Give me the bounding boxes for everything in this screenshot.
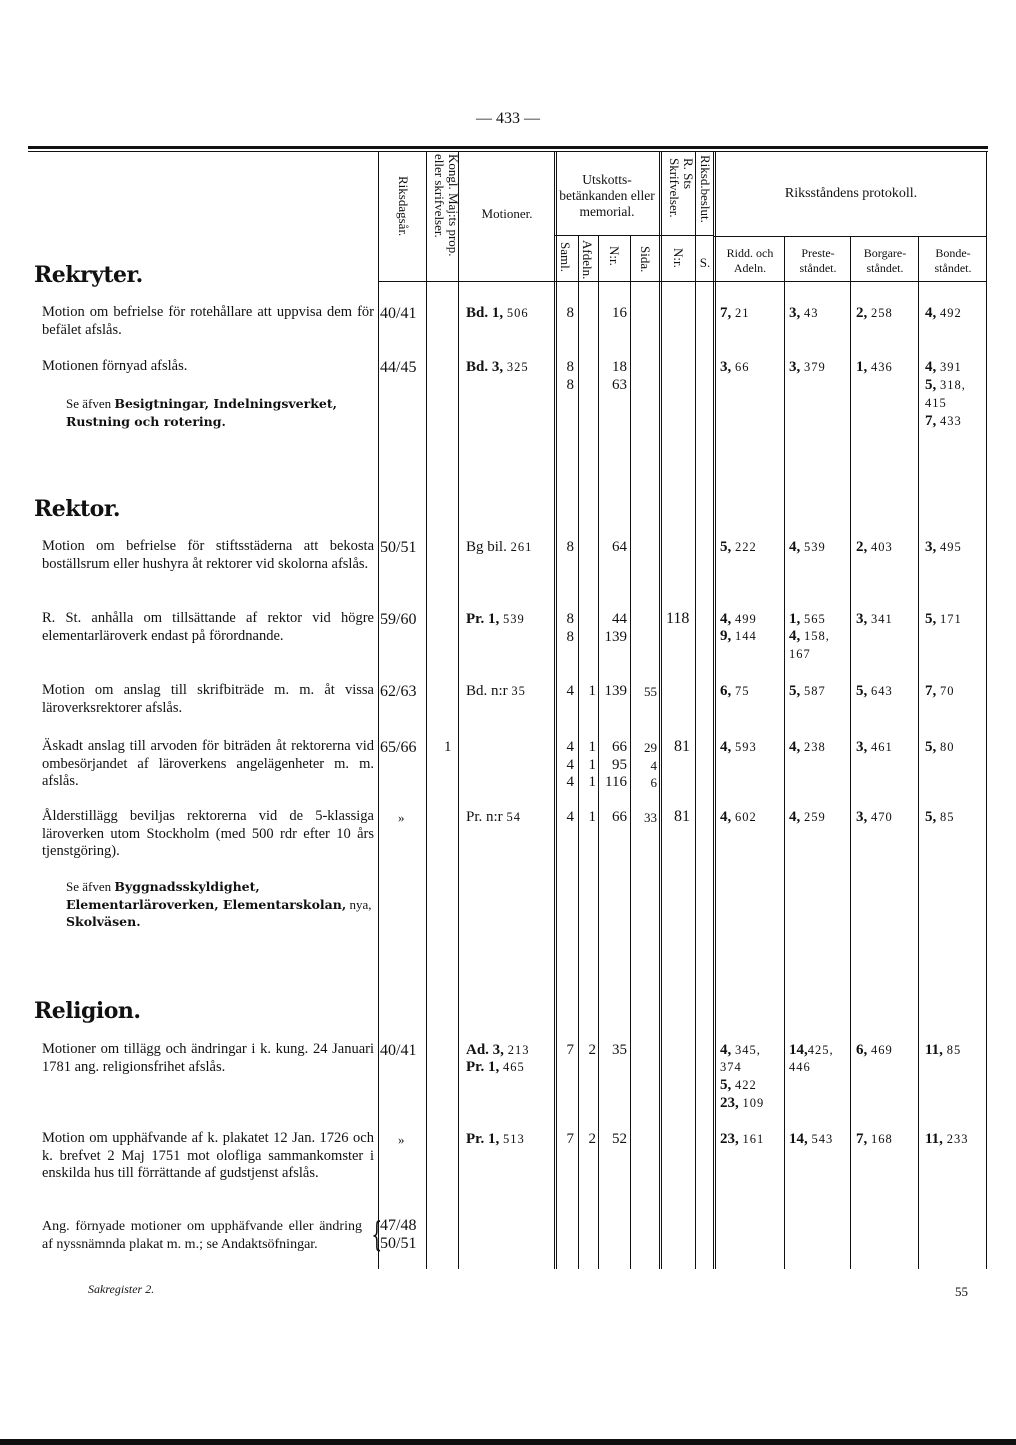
see-also — [66, 395, 376, 430]
top-rule — [28, 146, 988, 149]
ridd-cell: 6, 75 — [720, 683, 750, 699]
borgare-cell: 7, 168 — [856, 1131, 893, 1147]
header-s: S. — [699, 255, 711, 270]
afdeln-cell: 1 1 1 — [588, 739, 596, 790]
ridd-cell: 23, 109 — [720, 1095, 765, 1111]
column-divider — [659, 151, 662, 1269]
afdeln-cell: 1 — [588, 683, 596, 699]
see-also-mid: nya, — [349, 896, 372, 912]
footer-sheet-number: 55 — [955, 1284, 968, 1299]
scan-edge — [0, 1439, 1016, 1445]
borgare-cell: 6, 469 — [856, 1042, 893, 1058]
preste-cell: 446 — [789, 1060, 811, 1074]
year-cell: 65/66 — [380, 739, 417, 756]
preste-cell: 3, 379 — [789, 359, 826, 375]
header-borgare: Borgare- ståndet. — [863, 246, 907, 275]
nr-cell: 44 139 — [604, 611, 627, 645]
row-description: R. St. anhålla om tillsättande af rektor vid högre elementarläroverk endast på förordnande. — [42, 610, 374, 644]
section-title-rekryter: Rekryter. — [34, 262, 143, 288]
column-divider — [458, 151, 459, 1269]
afdeln-cell: 2 — [588, 1042, 596, 1058]
motion-cell: Pr. n:r 54 — [466, 809, 521, 825]
ridd-cell: 5, 422 — [720, 1077, 757, 1093]
header-utskotts: Utskotts- betänkanden eller memorial. — [559, 172, 655, 219]
ridd-cell: 3, 66 — [720, 359, 750, 375]
preste-cell: 3, 43 — [789, 305, 819, 321]
bonde-cell: 5, 85 — [925, 809, 955, 825]
nr-cell: 16 — [612, 305, 627, 321]
afdeln-cell: 1 — [588, 809, 596, 825]
column-divider — [850, 236, 851, 1269]
borgare-cell: 3, 461 — [856, 739, 893, 755]
row-description: Äskadt anslag till arvoden för biträden åt rektorerna vid ombesörjandet af läroverkens angelägenheter m. m. afslås. — [42, 738, 374, 789]
borgare-cell: 3, 470 — [856, 809, 893, 825]
see-also-prefix: Se äfven — [66, 396, 112, 411]
motion-cell: Pr. 1, 539 — [466, 611, 525, 627]
borgare-cell: 3, 341 — [856, 611, 893, 627]
motion-cell: Pr. 1, 465 — [466, 1059, 525, 1075]
motion-cell: Pr. 1, 513 — [466, 1131, 525, 1147]
page-number: — 433 — — [476, 110, 540, 127]
bonde-cell: 11, 85 — [925, 1042, 962, 1058]
preste-cell: 5, 587 — [789, 683, 826, 699]
saml-cell: 4 — [566, 809, 574, 825]
year-cell: 40/41 — [380, 1042, 417, 1059]
header-rule — [554, 235, 659, 236]
ridd-cell: 5, 222 — [720, 539, 757, 555]
kongl-cell: 1 — [444, 739, 452, 755]
preste-cell: 4, 539 — [789, 539, 826, 555]
borgare-cell: 2, 258 — [856, 305, 893, 321]
header-motioner: Motioner. — [481, 206, 533, 221]
year-cell: 62/63 — [380, 683, 417, 700]
ridd-cell: 23, 161 — [720, 1131, 765, 1147]
saml-cell: 8 8 — [566, 611, 574, 645]
header-kongl: Kongl. Maj:ts prop. eller skrifvelser. — [432, 154, 461, 257]
nr-cell: 52 — [612, 1131, 627, 1147]
column-divider — [986, 151, 987, 1269]
motion-cell: Bd. 1, 506 — [466, 305, 529, 321]
brace-icon: { — [371, 1215, 383, 1255]
saml-cell: 7 — [566, 1131, 574, 1147]
preste-cell: 14,425, — [789, 1042, 834, 1058]
row-description: Ang. förnyade motioner om upphäfvande eller ändring af nyssnämnda plakat m. m.; se Andaktsöfningar. — [42, 1219, 362, 1252]
motion-cell: Bd. n:r 35 — [466, 683, 526, 699]
row-description: Motion om befrielse för rotehållare att uppvisa dem för befälet afslås. — [42, 304, 374, 338]
bonde-cell: 5, 171 — [925, 611, 962, 627]
column-divider — [695, 151, 696, 1269]
afdeln-cell: 2 — [588, 1131, 596, 1147]
row-description: Motion om upphäfvande af k. plakatet 12 Jan. 1726 och k. brefvet 2 Maj 1751 mot olofliga sammankomster i enskilda hus till förrättande af gudstjenst afslås. — [42, 1130, 374, 1181]
see-also-refs: Byggnadsskyldighet, Elementarläroverken, Elementarskolan, — [66, 879, 347, 912]
bonde-cell: 5, 80 — [925, 739, 955, 755]
column-divider — [578, 236, 579, 1269]
bonde-cell: 11, 233 — [925, 1131, 969, 1147]
sida-cell: 55 — [644, 684, 657, 699]
saml-cell: 8 — [566, 539, 574, 555]
year-cell: 50/51 — [380, 539, 417, 556]
year-cell: » — [398, 810, 405, 825]
section-title-rektor: Rektor. — [34, 496, 121, 522]
section-title-religion: Religion. — [34, 998, 141, 1024]
bonde-cell: 7, 433 — [925, 413, 962, 429]
ridd-cell: 4, 602 — [720, 809, 757, 825]
bonde-cell: 4, 391 — [925, 359, 962, 375]
bonde-cell: 7, 70 — [925, 683, 955, 699]
column-divider — [784, 236, 785, 1269]
header-rule — [713, 236, 986, 237]
year-cell: 47/48 50/51 — [380, 1217, 417, 1252]
sida-cell: 33 — [644, 810, 657, 825]
see-also — [66, 878, 376, 931]
ridd-cell: 7, 21 — [720, 305, 750, 321]
nr-cell: 139 — [604, 683, 627, 699]
preste-cell: 1, 565 — [789, 611, 826, 627]
nr-cell: 35 — [612, 1042, 627, 1058]
year-cell: 44/45 — [380, 359, 417, 376]
preste-cell: 4, 238 — [789, 739, 826, 755]
saml-cell: 8 8 — [566, 359, 574, 393]
year-cell: » — [398, 1132, 405, 1147]
see-also-refs: Skolväsen. — [66, 914, 141, 929]
nr-cell: 66 — [612, 809, 627, 825]
header-riksdagsar: Riksdagsår. — [396, 176, 411, 237]
header-nr2: N:r. — [671, 248, 686, 268]
ridd-cell: 4, 499 — [720, 611, 757, 627]
row-description: Ålderstillägg beviljas rektorerna vid de 5-klassiga läroverken utom Stockholm (med 500 rdr efter 10 års tjenstgöring). — [42, 808, 374, 859]
header-nr: N:r. — [607, 246, 622, 266]
column-divider — [378, 151, 379, 1269]
ridd-cell: 4, 345, — [720, 1042, 761, 1058]
sida-cell: 29 4 6 — [644, 740, 657, 790]
header-ridd: Ridd. och Adeln. — [726, 246, 774, 275]
header-r-sts: R. Sts Skrifvelser. — [667, 158, 696, 218]
bonde-cell: 3, 495 — [925, 539, 962, 555]
motion-cell: Bd. 3, 325 — [466, 359, 529, 375]
year-cell: 59/60 — [380, 611, 417, 628]
ridd-cell: 9, 144 — [720, 628, 757, 644]
rsts-cell: 81 — [674, 738, 690, 755]
bonde-cell: 4, 492 — [925, 305, 962, 321]
preste-cell: 14, 543 — [789, 1131, 834, 1147]
column-divider — [918, 236, 919, 1269]
nr-cell: 18 63 — [612, 359, 627, 393]
motion-cell: Ad. 3, 213 — [466, 1042, 530, 1058]
saml-cell: 7 — [566, 1042, 574, 1058]
bonde-cell: 415 — [925, 396, 947, 410]
ridd-cell: 374 — [720, 1060, 742, 1074]
nr-cell: 64 — [612, 539, 627, 555]
header-preste: Preste- ståndet. — [799, 246, 837, 275]
year-cell: 40/41 — [380, 305, 417, 322]
row-description: Motion om anslag till skrifbiträde m. m. åt vissa läroverksrektorer afslås. — [42, 682, 374, 716]
borgare-cell: 1, 436 — [856, 359, 893, 375]
saml-cell: 4 4 4 — [566, 739, 574, 790]
header-rule — [659, 235, 713, 236]
header-rule — [378, 281, 986, 282]
column-divider — [713, 151, 716, 1269]
row-description: Motionen förnyad afslås. — [42, 358, 188, 374]
row-description: Motion om befrielse för stiftsstäderna att bekosta boställsrum eller hushyra åt rektorer vid skolorna afslås. — [42, 538, 374, 572]
see-also-prefix: Se äfven — [66, 879, 112, 894]
header-afdeln: Afdeln. — [580, 240, 595, 280]
nr-cell: 66 95 116 — [605, 739, 627, 790]
rsts-cell: 81 — [674, 808, 690, 825]
column-divider — [598, 236, 599, 1269]
header-bonde: Bonde- ståndet. — [934, 246, 972, 275]
saml-cell: 4 — [566, 683, 574, 699]
column-divider — [630, 236, 631, 1269]
column-divider — [426, 151, 427, 1269]
see-also-refs: Besigtningar, Indelningsverket, Rustning och rotering. — [66, 396, 337, 429]
bonde-cell: 5, 318, — [925, 377, 966, 393]
preste-cell: 4, 259 — [789, 809, 826, 825]
header-riksd-beslut: Riksd.beslut. — [698, 155, 713, 223]
header-sida: Sida. — [638, 246, 653, 273]
row-description: Motioner om tillägg och ändringar i k. kung. 24 Januari 1781 ang. religionsfrihet afslås. — [42, 1041, 374, 1075]
footer-signature: Sakregister 2. — [88, 1282, 155, 1296]
top-rule-thin — [28, 151, 988, 152]
borgare-cell: 5, 643 — [856, 683, 893, 699]
saml-cell: 8 — [566, 305, 574, 321]
header-samling: Saml. — [558, 242, 573, 272]
ridd-cell: 4, 593 — [720, 739, 757, 755]
preste-cell: 167 — [789, 647, 811, 661]
borgare-cell: 2, 403 — [856, 539, 893, 555]
motion-cell: Bg bil. 261 — [466, 539, 533, 555]
rsts-cell: 118 — [666, 610, 690, 627]
header-protokoll: Riksståndens protokoll. — [784, 186, 918, 201]
preste-cell: 4, 158, — [789, 628, 830, 644]
